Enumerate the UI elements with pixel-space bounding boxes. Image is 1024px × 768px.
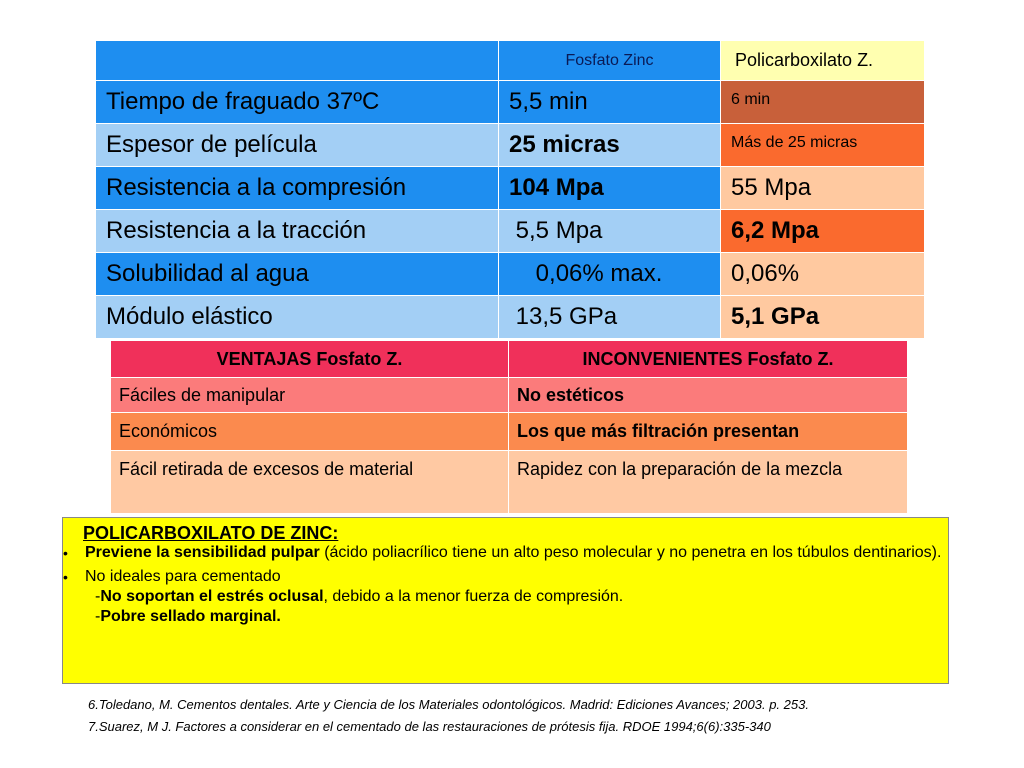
policarboxilato-title: POLICARBOXILATO DE ZINC: [83, 523, 339, 543]
reference-2: 7.Suarez, M J. Factores a considerar en el cementado de las restauraciones de prótesis fija. RDOE 1994;6(6):335-340 [88, 719, 771, 734]
list-item [63, 543, 948, 563]
table-row [96, 210, 925, 253]
header-policarboxilato: Policarboxilato Z. [721, 41, 925, 81]
property-label: Módulo elástico [96, 296, 499, 339]
table-row [111, 451, 908, 514]
table-row [96, 167, 925, 210]
sub1-text: , debido a la menor fuerza de compresión. [323, 588, 624, 605]
bullet-icon: • [63, 569, 68, 585]
list-item [63, 567, 948, 587]
property-label: Resistencia a la tracción [96, 210, 499, 253]
poli-value: 55 Mpa [721, 167, 925, 210]
item2-text: No ideales para cementado [85, 568, 281, 585]
zinc-value: 25 micras [499, 124, 721, 167]
sub2-bold-text: Pobre sellado marginal. [100, 608, 281, 625]
dash-prefix: - [95, 608, 101, 625]
comparison-table [95, 40, 925, 339]
poli-value: 5,1 GPa [721, 296, 925, 339]
dash-prefix: - [95, 588, 101, 605]
ventaja-cell: Fáciles de manipular [111, 378, 509, 413]
table-row [96, 253, 925, 296]
sub-item [75, 587, 948, 607]
header-empty-cell [96, 41, 499, 81]
table-row [96, 296, 925, 339]
zinc-value: 0,06% max. [499, 253, 721, 296]
poli-value: 6 min [721, 81, 925, 124]
pros-cons-header-row [111, 341, 908, 378]
property-label: Tiempo de fraguado 37ºC [96, 81, 499, 124]
inconvenientes-header: INCONVENIENTES Fosfato Z. [509, 341, 908, 378]
inconveniente-cell: Rapidez con la preparación de la mezcla [509, 451, 908, 514]
ventajas-header: VENTAJAS Fosfato Z. [111, 341, 509, 378]
policarboxilato-box [62, 517, 949, 684]
table-row [111, 413, 908, 451]
zinc-value: 13,5 GPa [499, 296, 721, 339]
header-fosfato-zinc: Fosfato Zinc [499, 41, 721, 81]
bullet-icon: • [63, 545, 68, 561]
reference-1: 6.Toledano, M. Cementos dentales. Arte y Ciencia de los Materiales odontológicos. Madrid: Ediciones Avances; 2003. p. 253. [88, 697, 809, 712]
item1-text: (ácido poliacrílico tiene un alto peso molecular y no penetra en los túbulos dentinarios). [319, 544, 942, 561]
property-label: Resistencia a la compresión [96, 167, 499, 210]
poli-value: 0,06% [721, 253, 925, 296]
zinc-value: 104 Mpa [499, 167, 721, 210]
table-row [111, 378, 908, 413]
ventaja-cell: Económicos [111, 413, 509, 451]
zinc-value: 5,5 min [499, 81, 721, 124]
sub1-bold-text: No soportan el estrés oclusal [100, 588, 324, 605]
zinc-value: 5,5 Mpa [499, 210, 721, 253]
inconveniente-cell: No estéticos [509, 378, 908, 413]
pros-cons-table [110, 340, 908, 514]
ventaja-cell: Fácil retirada de excesos de material [111, 451, 509, 514]
comparison-header-row [96, 41, 925, 81]
poli-value: Más de 25 micras [721, 124, 925, 167]
poli-value: 6,2 Mpa [721, 210, 925, 253]
property-label: Solubilidad al agua [96, 253, 499, 296]
item1-bold-text: Previene la sensibilidad pulpar [85, 544, 320, 561]
table-row [96, 124, 925, 167]
table-row [96, 81, 925, 124]
inconveniente-cell: Los que más filtración presentan [509, 413, 908, 451]
property-label: Espesor de película [96, 124, 499, 167]
sub-item [75, 607, 948, 627]
